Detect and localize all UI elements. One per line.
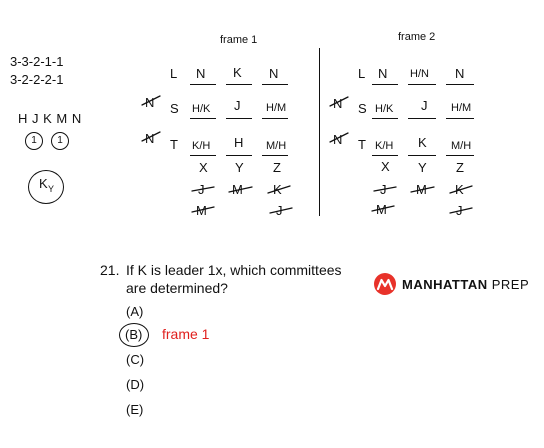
frame1-col-x: X	[199, 160, 208, 175]
strike-frame1-ex-5	[270, 208, 292, 213]
frame2-t-y: K	[418, 135, 427, 150]
frame1-l-x: N	[196, 66, 206, 81]
frame1-s-y: J	[234, 98, 241, 113]
frame2-row-s-label: S	[358, 101, 367, 116]
frame1-excluded-j2: J	[276, 203, 283, 218]
strike-frame1-ex-2	[229, 187, 252, 192]
frame2-s-y: J	[421, 98, 428, 113]
frame1-t-crossed: N	[145, 131, 155, 146]
leader-subscript: Y	[48, 184, 55, 194]
frame2-s-z: H/M	[451, 102, 472, 114]
frame1-l-z: N	[269, 66, 279, 81]
brand-name	[402, 277, 529, 292]
frame2-excluded-m2: M	[376, 202, 387, 217]
frame2-col-z: Z	[456, 160, 464, 175]
frame1-col-z: Z	[273, 160, 281, 175]
strike-frame1-ex-1	[192, 187, 214, 191]
frame1-excluded-j: J	[198, 182, 205, 197]
strike-frame2-ex-1	[374, 187, 396, 191]
choice-b[interactable]: (B)	[125, 327, 143, 342]
frame1-excluded-k: K	[273, 182, 282, 197]
frame1-s-crossed: N	[145, 95, 155, 110]
frame2-excluded-k: K	[455, 182, 464, 197]
strike-frame1-ex-4	[192, 207, 214, 212]
frame1-t-y: H	[234, 135, 244, 150]
frame2-col-y: Y	[418, 160, 427, 175]
strike-frame2-ex-3	[450, 186, 472, 193]
choice-d[interactable]: (D)	[126, 377, 145, 392]
note-letters: H J K M N	[18, 111, 82, 126]
frame2-row-l-label: L	[358, 66, 366, 81]
frame2-l-y: H/N	[410, 68, 429, 80]
frame2-t-crossed: N	[333, 132, 343, 147]
note-sequence-2: 3-2-2-2-1	[10, 72, 64, 87]
question-text-line2: are determined?	[126, 280, 228, 296]
strike-frame1-ex-3	[268, 186, 290, 193]
frame1-excluded-m2: M	[196, 203, 207, 218]
note-circle-1-text: 1	[31, 135, 37, 146]
frame2-l-x: N	[378, 66, 388, 81]
strike-frame2-ex-2	[411, 187, 434, 192]
question-text-line1: If K is leader 1x, which committees	[126, 262, 342, 278]
frame1-t-z: M/H	[266, 140, 287, 152]
frame2-row-t-label: T	[358, 137, 366, 152]
strike-frame2-t	[330, 133, 348, 142]
strike-frame1-s	[142, 96, 160, 105]
frame1-t-x: K/H	[192, 140, 211, 152]
frame2-s-crossed: N	[333, 96, 343, 111]
note-circle-2-text: 1	[57, 135, 63, 146]
question-number: 21.	[100, 262, 120, 278]
strike-frame2-ex-4	[372, 206, 394, 211]
frame2-t-x: K/H	[375, 140, 394, 152]
frame2-t-z: M/H	[451, 140, 472, 152]
frame1-row-t-label: T	[170, 137, 178, 152]
frame2-s-x: H/K	[375, 103, 394, 115]
manhattan-prep-logo-icon	[373, 272, 397, 296]
note-sequence-1: 3-3-2-1-1	[10, 54, 64, 69]
frame1-col-y: Y	[235, 160, 244, 175]
choice-e[interactable]: (E)	[126, 402, 144, 417]
strike-frame1-t	[142, 132, 160, 141]
frame1-title: frame 1	[220, 34, 258, 46]
strike-frame2-s	[330, 97, 348, 106]
frame1-row-l-label: L	[170, 66, 178, 81]
frame1-s-x: H/K	[192, 103, 211, 115]
frame1-l-y: K	[233, 65, 242, 80]
frame2-excluded-m: M	[416, 182, 427, 197]
frame2-excluded-j2: J	[456, 203, 463, 218]
choice-b-annotation: frame 1	[162, 326, 210, 342]
frame2-title: frame 2	[398, 31, 436, 43]
leader-letter: K	[39, 176, 48, 191]
frame1-excluded-m: M	[232, 182, 243, 197]
brand-name-light: PREP	[491, 277, 530, 292]
brand-name-bold: MANHATTAN	[402, 277, 488, 292]
choice-a[interactable]: (A)	[126, 304, 144, 319]
strike-frame2-ex-5	[450, 208, 472, 213]
frame2-excluded-j: J	[380, 182, 387, 197]
frame2-l-z: N	[455, 66, 465, 81]
frame2-col-x: X	[381, 159, 390, 174]
choice-c[interactable]: (C)	[126, 352, 145, 367]
frame1-row-s-label: S	[170, 101, 179, 116]
frame1-s-z: H/M	[266, 102, 287, 114]
